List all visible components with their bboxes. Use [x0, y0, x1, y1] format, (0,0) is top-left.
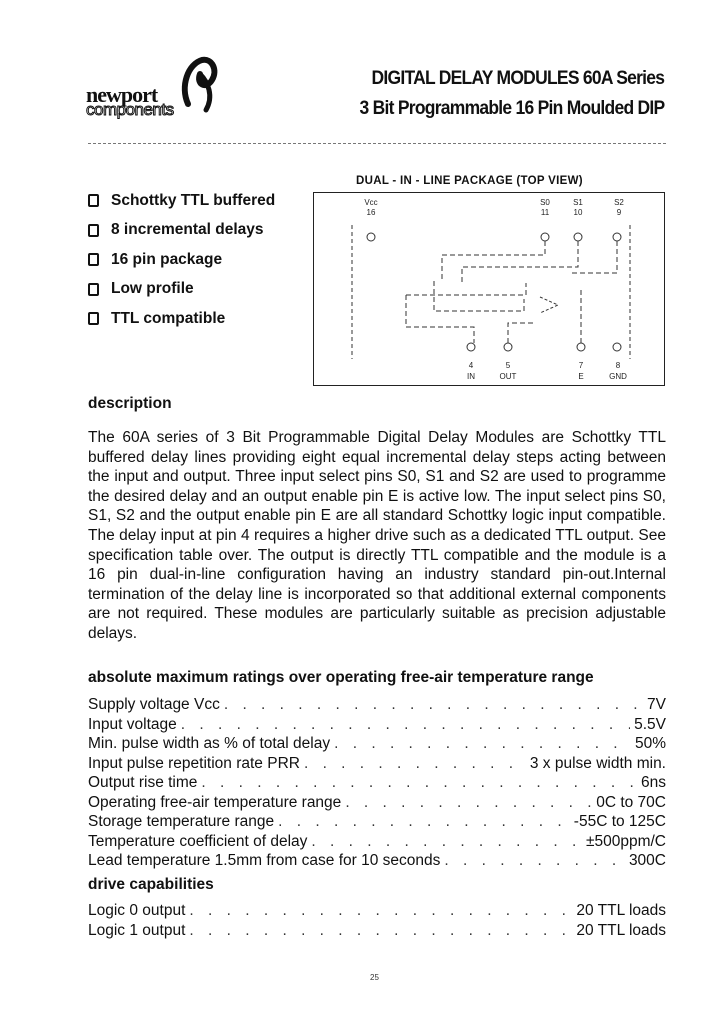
rating-row: Operating free-air temperature range . . . 0C to 70C [88, 794, 666, 814]
pin-number-9: 9 [616, 208, 622, 217]
ratings-table [88, 696, 666, 872]
drive-table [88, 902, 666, 941]
pin-9-icon [613, 233, 621, 241]
drive-row: Logic 1 output . . . 20 TTL loads [88, 922, 666, 942]
rating-row: Supply voltage Vcc . . . 7V [88, 696, 666, 716]
brand-logo [86, 56, 236, 120]
feature-item: Low profile [88, 275, 275, 305]
package-schematic [314, 193, 666, 387]
feature-item: TTL compatible [88, 304, 275, 334]
pin-number-5: 5 [505, 361, 511, 370]
pin-number-11: 11 [540, 208, 550, 217]
brand-mark-icon [178, 56, 220, 116]
pin-label-e: E [578, 372, 584, 381]
ratings-heading: absolute maximum ratings over operating free-air temperature range [88, 669, 594, 686]
brand-name-top: newport [86, 82, 158, 107]
feature-list [88, 186, 275, 334]
checkbox-icon [88, 253, 99, 266]
pin-8-icon [613, 343, 621, 351]
pin-5-icon [504, 343, 512, 351]
rating-row: Lead temperature 1.5mm from case for 10 seconds . . . 300C [88, 852, 666, 872]
pin-number-8: 8 [615, 361, 621, 370]
checkbox-icon [88, 283, 99, 296]
pin-label-out: OUT [499, 372, 517, 381]
pin-label-s2: S2 [614, 198, 624, 207]
drive-heading: drive capabilities [88, 876, 214, 893]
checkbox-icon [88, 224, 99, 237]
pin-7-icon [577, 343, 585, 351]
pin-number-16: 16 [366, 208, 376, 217]
description-text: The 60A series of 3 Bit Programmable Digital Delay Modules are Schottky TTL buffered delay lines providing eight equal incremental delay steps acting between the input and output. Three input select pins S0, S1 and S2 are used to programme the desired delay and an output enable pin E is active low. The input select pins S0, S1, S2 and the output enable pin E are all standard Schottky logic input compatible. The delay input at pin 4 requires a higher drive such as a dedicated TTL output. See specification table over. The output is directly TTL compatible and the module is a 16 pin dual-in-line configuration having an industry standard pin-out.Internal termination of the delay line is incorporated so that additional external components are not required. These modules are particularly suitable as precision adjustable delays. [88, 429, 666, 642]
page-subtitle: 3 Bit Programmable 16 Pin Moulded DIP [359, 98, 664, 119]
rating-row: Storage temperature range . . . -55C to 125C [88, 813, 666, 833]
pin-label-in: IN [467, 372, 475, 381]
rating-row: Min. pulse width as % of total delay . . . 50% [88, 735, 666, 755]
rating-row: Temperature coefficient of delay . . . ±500ppm/C [88, 833, 666, 853]
rating-row: Input voltage . . . 5.5V [88, 716, 666, 736]
rating-row: Input pulse repetition rate PRR . . . 3 x pulse width min. [88, 755, 666, 775]
pin-11-icon [541, 233, 549, 241]
pin-label-gnd: GND [609, 372, 627, 381]
page-number: 25 [370, 973, 379, 982]
checkbox-icon [88, 312, 99, 325]
feature-item: Schottky TTL buffered [88, 186, 275, 216]
package-diagram-title: DUAL - IN - LINE PACKAGE (TOP VIEW) [356, 175, 583, 187]
pin-number-10: 10 [573, 208, 583, 217]
feature-item: 8 incremental delays [88, 216, 275, 246]
pin-number-4: 4 [468, 361, 474, 370]
checkbox-icon [88, 194, 99, 207]
feature-item: 16 pin package [88, 245, 275, 275]
drive-row: Logic 0 output . . . 20 TTL loads [88, 902, 666, 922]
pin-16-icon [367, 233, 375, 241]
pin-label-vcc: Vcc [364, 198, 378, 207]
description-heading: description [88, 395, 172, 412]
brand-name-bottom: components [86, 100, 174, 119]
package-diagram [313, 192, 665, 386]
pin-number-7: 7 [578, 361, 584, 370]
pin-label-s1: S1 [573, 198, 583, 207]
pin-label-s0: S0 [540, 198, 550, 207]
rating-row: Output rise time . . . 6ns [88, 774, 666, 794]
pin-10-icon [574, 233, 582, 241]
page-title: DIGITAL DELAY MODULES 60A Series [371, 68, 664, 89]
pin-4-icon [467, 343, 475, 351]
header-divider [88, 143, 666, 144]
